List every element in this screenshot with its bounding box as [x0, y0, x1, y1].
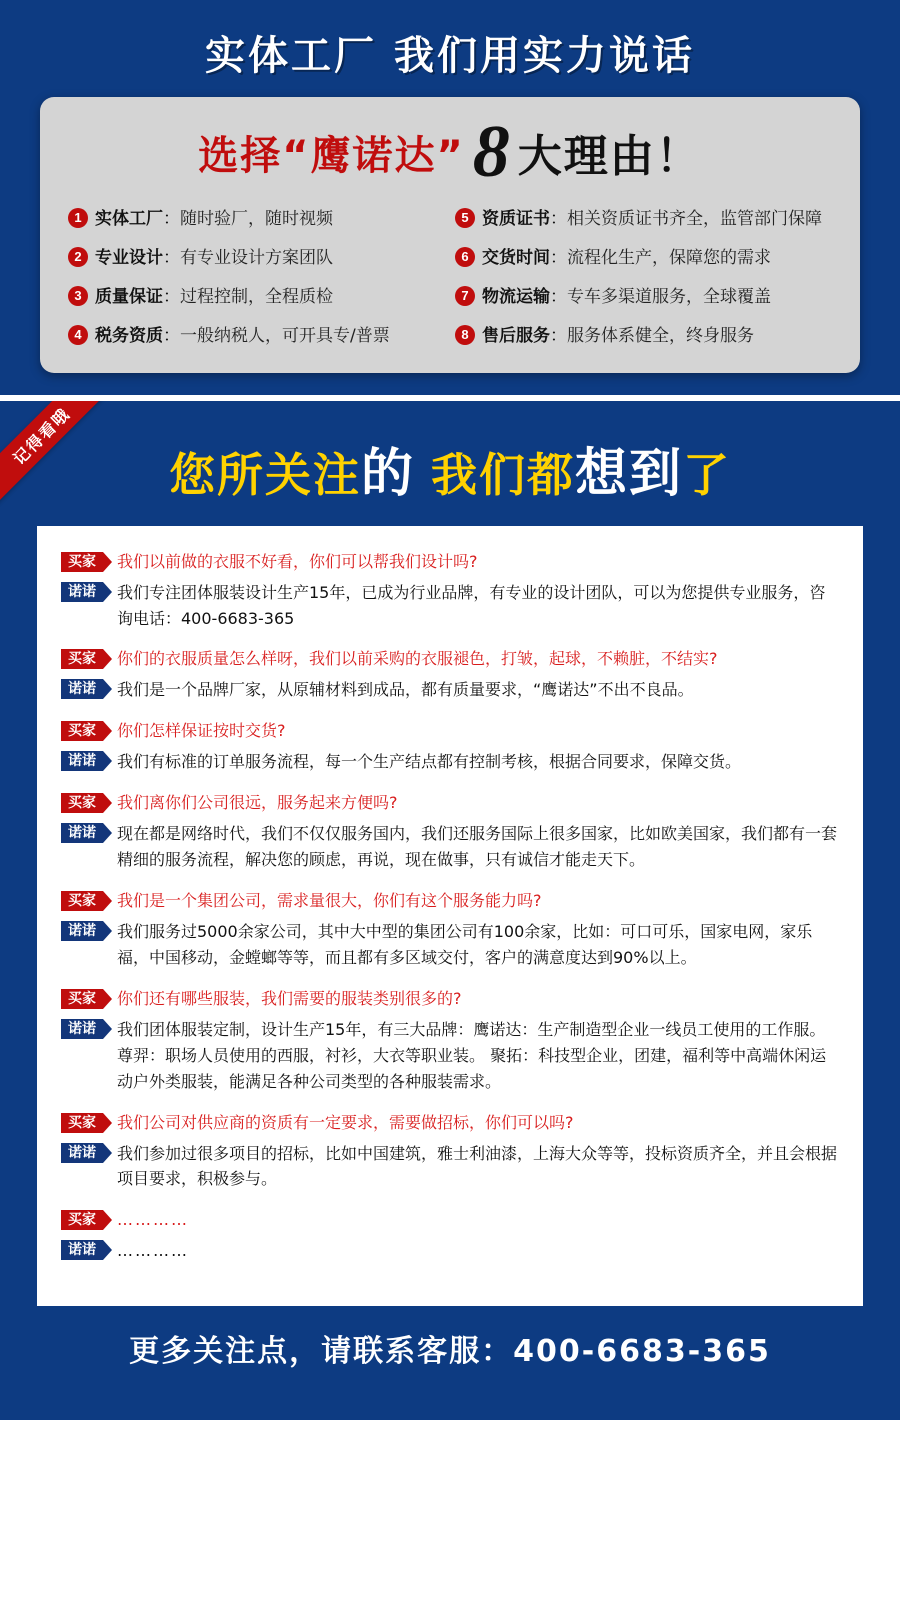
reason-number: 5 — [455, 208, 475, 228]
card-title-suffix: 大理由！ — [517, 131, 702, 183]
answer-tag: 诺诺 — [61, 582, 103, 602]
headline-part-3: 我们都 — [431, 447, 575, 502]
faq-answer: 现在都是网络时代，我们不仅仅服务国内，我们还服务国际上很多国家，比如欧美国家，我们都有一套精细的服务流程，解决您的顾虑，再说，现在做事，只有诚信才能走天下。 — [117, 824, 838, 870]
faq-answer-row — [61, 1238, 839, 1264]
card-title-number: 8 — [472, 111, 510, 193]
faq-question-row — [61, 550, 839, 574]
faq-question: 我们离你们公司很远，服务起来方便吗? — [117, 793, 398, 813]
answer-tag: 诺诺 — [61, 823, 103, 843]
reason-label: 专业设计 — [95, 247, 163, 268]
faq-card — [37, 526, 863, 1307]
reason-text: 专车多渠道服务，全球覆盖 — [567, 286, 771, 307]
reason-colon: ： — [550, 286, 567, 307]
faq-item — [61, 719, 839, 775]
headline-part-1: 您所关注 — [168, 447, 361, 502]
headline-part-4: 想到 — [575, 443, 684, 504]
card-title-prefix: 选择“鹰诺达” — [198, 132, 465, 179]
buyer-tag: 买家 — [61, 649, 103, 669]
answer-tag: 诺诺 — [61, 921, 103, 941]
faq-answer: 我们专注团体服装设计生产15年，已成为行业品牌，有专业的设计团队，可以为您提供专业服务，咨询电话：400-6683-365 — [117, 582, 826, 628]
reason-label: 交货时间 — [482, 247, 550, 268]
section2-headline — [0, 419, 900, 526]
faq-item — [61, 550, 839, 632]
faq-question-row — [61, 987, 839, 1011]
reasons-card-title — [68, 111, 832, 193]
faq-item — [61, 647, 839, 703]
buyer-tag: 买家 — [61, 552, 103, 572]
answer-tag: 诺诺 — [61, 1019, 103, 1039]
reason-item — [455, 204, 832, 230]
reason-label: 售后服务 — [482, 325, 550, 346]
answer-tag: 诺诺 — [61, 751, 103, 771]
reason-item — [455, 321, 832, 347]
faq-answer-row — [61, 580, 839, 632]
reason-text: 有专业设计方案团队 — [180, 247, 333, 268]
reason-label: 实体工厂 — [95, 208, 163, 229]
reason-text: 一般纳税人，可开具专/普票 — [180, 325, 390, 346]
faq-question: ………… — [117, 1210, 189, 1230]
faq-question-row — [61, 1111, 839, 1135]
faq-item — [61, 1111, 839, 1193]
faq-answer: 我们服务过5000余家公司，其中大中型的集团公司有100余家，比如：可口可乐，国家电网，家乐福，中国移动，金螳螂等等，而且都有多区域交付，客户的满意度达到90%以上。 — [117, 922, 813, 967]
faq-question: 我们以前做的衣服不好看，你们可以帮我们设计吗? — [117, 551, 478, 571]
reason-item — [455, 282, 832, 308]
reason-number: 8 — [455, 325, 475, 345]
faq-answer-row — [61, 1017, 839, 1095]
reason-text: 随时验厂，随时视频 — [180, 208, 333, 229]
faq-answer: 我们参加过很多项目的招标，比如中国建筑，雅士利油漆，上海大众等等，投标资质齐全，并且会根据项目要求，积极参与。 — [117, 1143, 838, 1189]
buyer-tag: 买家 — [61, 721, 103, 741]
faq-question: 你们的衣服质量怎么样呀，我们以前采购的衣服褪色，打皱，起球，不赖脏，不结实? — [117, 649, 718, 669]
faq-item — [61, 1208, 839, 1264]
reason-text: 过程控制，全程质检 — [180, 286, 333, 307]
faq-answer-row — [61, 1141, 839, 1193]
footer-text: 更多关注点，请联系客服：400-6683-365 — [129, 1334, 771, 1370]
reason-text: 相关资质证书齐全，监管部门保障 — [567, 208, 822, 229]
reason-colon: ： — [163, 286, 180, 307]
reason-number: 2 — [68, 247, 88, 267]
faq-answer-row — [61, 749, 839, 775]
reason-number: 7 — [455, 286, 475, 306]
section-factory-reasons — [0, 0, 900, 401]
reason-number: 4 — [68, 325, 88, 345]
footer-contact — [0, 1306, 900, 1396]
reason-item — [455, 243, 832, 269]
faq-item — [61, 987, 839, 1095]
buyer-tag: 买家 — [61, 793, 103, 813]
reason-label: 物流运输 — [482, 286, 550, 307]
faq-question-row — [61, 791, 839, 815]
faq-question: 我们是一个集团公司，需求量很大，你们有这个服务能力吗? — [117, 891, 542, 911]
faq-answer-row — [61, 821, 839, 873]
faq-item — [61, 791, 839, 873]
faq-question: 我们公司对供应商的资质有一定要求，需要做招标，你们可以吗? — [117, 1112, 574, 1132]
faq-question-row — [61, 1208, 839, 1232]
faq-answer-row — [61, 677, 839, 703]
buyer-tag: 买家 — [61, 1210, 103, 1230]
reason-colon: ： — [163, 208, 180, 229]
faq-answer: 我们是一个品牌厂家，从原辅材料到成品，都有质量要求，“鹰诺达”不出不良品。 — [117, 680, 694, 700]
section1-headline: 实体工厂 我们用实力说话 — [205, 33, 695, 79]
faq-question-row — [61, 719, 839, 743]
reason-number: 6 — [455, 247, 475, 267]
reason-label: 质量保证 — [95, 286, 163, 307]
reason-colon: ： — [550, 208, 567, 229]
faq-answer: 我们有标准的订单服务流程，每一个生产结点都有控制考核，根据合同要求，保障交货。 — [117, 752, 742, 772]
answer-tag: 诺诺 — [61, 679, 103, 699]
headline-part-5: 了 — [683, 447, 732, 502]
faq-question-row — [61, 889, 839, 913]
reason-text: 流程化生产，保障您的需求 — [567, 247, 771, 268]
headline-part-2: 的 — [360, 443, 415, 504]
buyer-tag: 买家 — [61, 1113, 103, 1133]
reason-item — [68, 204, 445, 230]
reason-label: 税务资质 — [95, 325, 163, 346]
buyer-tag: 买家 — [61, 891, 103, 911]
reason-text: 服务体系健全，终身服务 — [567, 325, 754, 346]
reason-label: 资质证书 — [482, 208, 550, 229]
section-faq — [0, 401, 900, 1421]
answer-tag: 诺诺 — [61, 1240, 103, 1260]
reason-number: 1 — [68, 208, 88, 228]
reason-colon: ： — [550, 247, 567, 268]
faq-question: 你们还有哪些服装，我们需要的服装类别很多的? — [117, 988, 462, 1008]
reason-number: 3 — [68, 286, 88, 306]
reason-colon: ： — [163, 325, 180, 346]
answer-tag: 诺诺 — [61, 1143, 103, 1163]
faq-answer: 我们团体服装定制，设计生产15年，有三大品牌：鹰诺达：生产制造型企业一线员工使用的工作服。尊羿：职场人员使用的西服，衬衫，大衣等职业装。 聚拓：科技型企业，团建，福利等中高端休闲运动户外类服装，能满足各种公司类型的各种服装需求。 — [117, 1019, 827, 1091]
corner-ribbon: 记得看哦 — [0, 401, 113, 507]
faq-answer-row — [61, 919, 839, 971]
faq-question: 你们怎样保证按时交货? — [117, 721, 286, 741]
faq-question-row — [61, 647, 839, 671]
reasons-grid — [68, 204, 832, 347]
faq-item — [61, 889, 839, 971]
reasons-card — [40, 97, 860, 373]
reason-item — [68, 282, 445, 308]
reason-colon: ： — [550, 325, 567, 346]
reason-colon: ： — [163, 247, 180, 268]
reason-item — [68, 243, 445, 269]
buyer-tag: 买家 — [61, 989, 103, 1009]
reason-item — [68, 321, 445, 347]
faq-answer: ………… — [117, 1241, 189, 1261]
